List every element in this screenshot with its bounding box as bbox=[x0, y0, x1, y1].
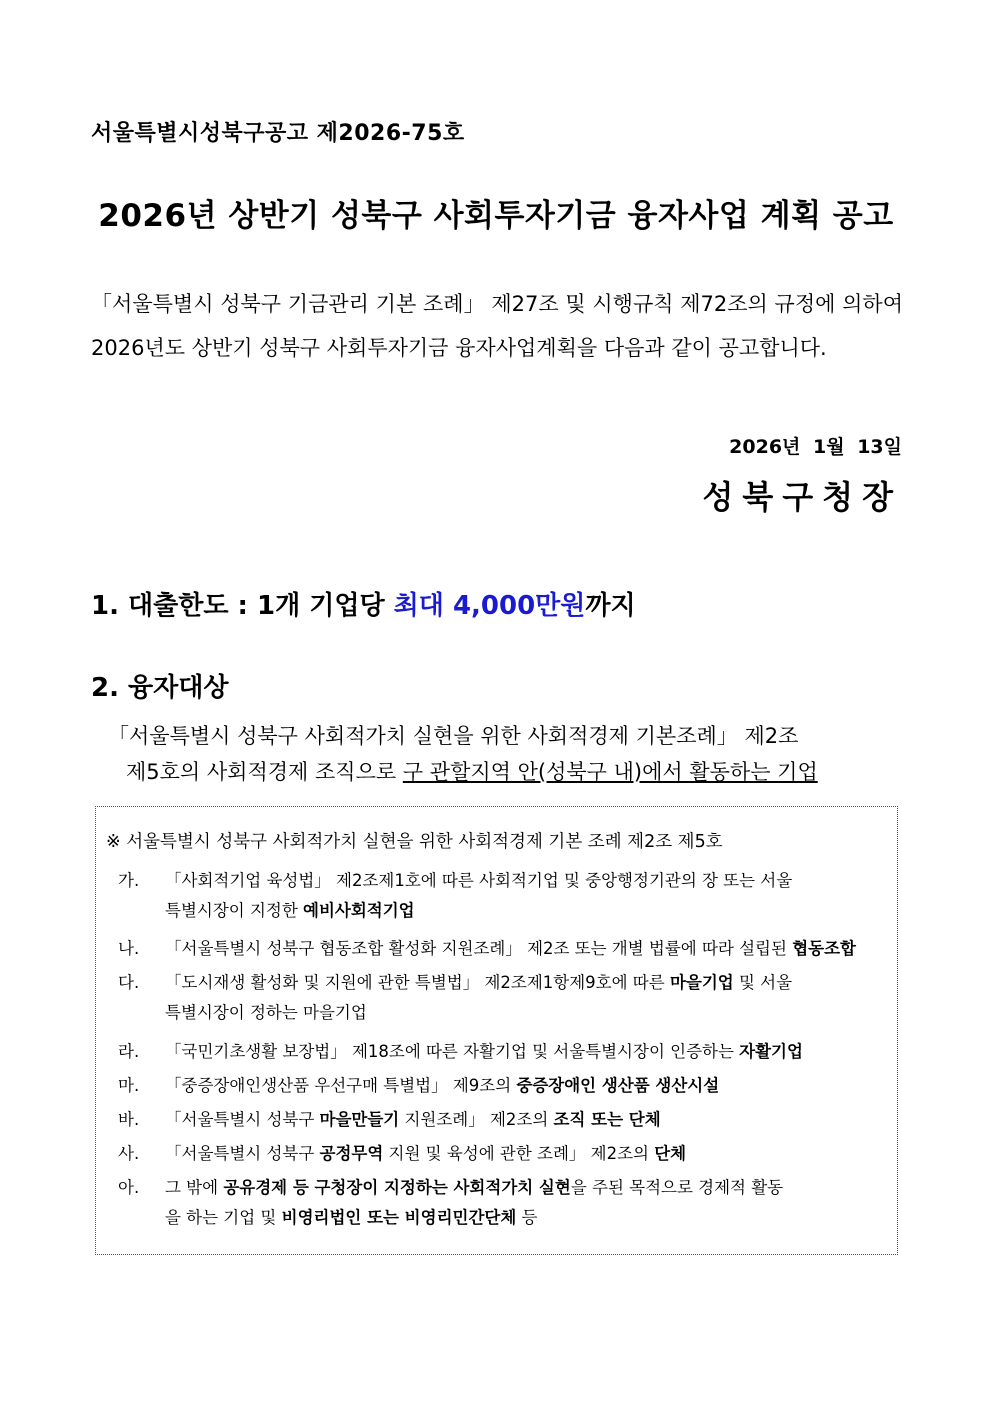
item-continuation bbox=[118, 896, 893, 926]
list-item bbox=[118, 1139, 893, 1169]
item-mark: 바. bbox=[118, 1110, 140, 1129]
item-mark: 사. bbox=[118, 1144, 140, 1163]
item-mark: 다. bbox=[118, 973, 140, 992]
item-bold: 공유경제 등 구청장이 지정하는 사회적가치 실현 bbox=[223, 1178, 571, 1197]
item-mark: 마. bbox=[118, 1076, 140, 1095]
item-bold2: 조직 또는 단체 bbox=[553, 1110, 661, 1129]
item-bold: 마을만들기 bbox=[319, 1110, 400, 1129]
page-title: 2026년 상반기 성북구 사회투자기금 융자사업 계획 공고 bbox=[98, 198, 894, 234]
eligibility-line2-prefix: 제5호의 사회적경제 조직으로 bbox=[126, 760, 403, 784]
item-text: 「서울특별시 성북구 협동조합 활성화 지원조례」 제2조 또는 개별 법률에 따라 설립된 bbox=[165, 939, 793, 958]
item-text: 「서울특별시 성북구 bbox=[165, 1144, 320, 1163]
item-bold2: 비영리법인 또는 비영리민간단체 bbox=[281, 1208, 517, 1227]
notice-number: 서울특별시성북구공고 제2026-75호 bbox=[91, 121, 465, 146]
section-loan-limit bbox=[91, 585, 636, 622]
item-bold: 중증장애인 생산품 생산시설 bbox=[516, 1076, 720, 1095]
item-continuation bbox=[118, 1203, 893, 1233]
item-bold: 협동조합 bbox=[792, 939, 856, 958]
item-text: 그 밖에 bbox=[165, 1178, 224, 1197]
section-loan-limit-label: 1. 대출한도 : 1개 기업당 bbox=[91, 591, 394, 621]
item-text2: 을 주된 목적으로 경제적 활동 bbox=[570, 1178, 784, 1197]
item-text: 「사회적기업 육성법」 제2조제1호에 따른 사회적기업 및 중앙행정기관의 장 또는 서울 bbox=[165, 871, 793, 890]
ordinance-box-title: ※ 서울특별시 성북구 사회적가치 실현을 위한 사회적경제 기본 조례 제2조 제5호 bbox=[106, 832, 723, 852]
notice-date: 2026년 1월 13일 bbox=[729, 436, 902, 458]
list-item bbox=[118, 934, 893, 964]
item-text2: 지원조례」 제2조의 bbox=[399, 1110, 554, 1129]
list-item bbox=[118, 1037, 893, 1067]
list-item bbox=[118, 1071, 893, 1101]
section-loan-limit-suffix: 까지 bbox=[585, 591, 636, 621]
eligibility-line1: 「서울특별시 성북구 사회적가치 실현을 위한 사회적경제 기본조례」 제2조 bbox=[108, 724, 799, 748]
item-bold: 자활기업 bbox=[739, 1042, 803, 1061]
list-item bbox=[118, 1105, 893, 1135]
item-bold: 예비사회적기업 bbox=[303, 901, 415, 920]
item-mark: 라. bbox=[118, 1042, 140, 1061]
loan-limit-amount: 최대 4,000만원 bbox=[393, 591, 586, 621]
item-text: 「국민기초생활 보장법」 제18조에 따른 자활기업 및 서울특별시장이 인증하는 bbox=[165, 1042, 740, 1061]
item-text: 「서울특별시 성북구 bbox=[165, 1110, 320, 1129]
eligibility-text bbox=[108, 718, 903, 790]
section-eligibility-heading: 2. 융자대상 bbox=[91, 673, 229, 703]
list-item bbox=[118, 1173, 893, 1233]
item-cont-text: 특별시장이 지정한 bbox=[165, 901, 304, 920]
item-text: 「도시재생 활성화 및 지원에 관한 특별법」 제2조제1항제9호에 따른 bbox=[165, 973, 670, 992]
list-item bbox=[118, 968, 893, 1028]
item-bold2: 단체 bbox=[654, 1144, 687, 1163]
item-text: 「중증장애인생산품 우선구매 특별법」 제9조의 bbox=[165, 1076, 517, 1095]
item-mark: 나. bbox=[118, 939, 140, 958]
item-bold: 마을기업 bbox=[669, 973, 734, 992]
item-cont-text: 을 하는 기업 및 bbox=[165, 1208, 282, 1227]
item-bold: 공정무역 bbox=[319, 1144, 384, 1163]
item-cont-text2: 등 bbox=[516, 1208, 538, 1227]
list-item bbox=[118, 866, 893, 926]
item-continuation: 특별시장이 정하는 마을기업 bbox=[165, 1003, 367, 1022]
signer: 성북구청장 bbox=[702, 478, 902, 516]
item-mark: 가. bbox=[118, 871, 140, 890]
intro-paragraph: 「서울특별시 성북구 기금관리 기본 조례」 제27조 및 시행규칙 제72조의 규정에 의하여 2026년도 상반기 성북구 사회투자기금 융자사업계획을 다음과 같이 공고합니다. bbox=[91, 292, 903, 360]
eligibility-line2 bbox=[108, 754, 903, 790]
item-text2: 및 서울 bbox=[733, 973, 793, 992]
eligibility-underlined: 구 관할지역 안(성북구 내)에서 활동하는 기업 bbox=[402, 760, 818, 784]
item-mark: 아. bbox=[118, 1178, 140, 1197]
item-text2: 지원 및 육성에 관한 조례」 제2조의 bbox=[383, 1144, 655, 1163]
